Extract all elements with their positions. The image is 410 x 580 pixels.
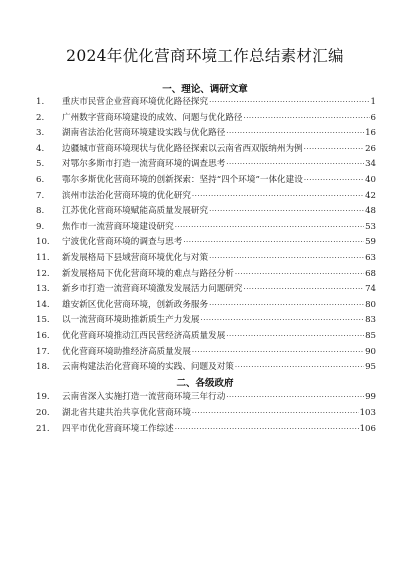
toc-dot-leader [209, 298, 364, 314]
toc-entry-page: 83 [365, 315, 376, 326]
toc-dot-leader [192, 189, 364, 205]
toc-entry-page: 95 [365, 362, 376, 373]
toc-entry-title: 云南构建法治化营商环境的实践、问题及对策 [62, 362, 234, 373]
toc-entry-title: 云南省深入实施打造一流营商环境三年行动 [62, 392, 226, 402]
toc-entry[interactable] [36, 422, 376, 438]
toc-entry-number: 16. [36, 330, 50, 341]
toc-dot-leader [201, 313, 365, 329]
toc-entry-page: 106 [359, 423, 376, 434]
toc-entry[interactable] [36, 390, 376, 406]
section-heading-theory: 一、理论、调研文章 [162, 84, 248, 95]
toc-entry-page: 63 [365, 252, 376, 263]
toc-entry[interactable] [36, 251, 376, 267]
toc-dot-leader [226, 126, 364, 142]
toc-entry[interactable] [36, 111, 376, 127]
toc-entry-number: 17. [36, 346, 50, 357]
toc-entry-number: 3. [36, 128, 45, 139]
toc-entry-title: 新发展格局下优化营商环境的难点与路径分析 [62, 268, 234, 279]
toc-entry-page: 53 [365, 221, 376, 232]
toc-list-government [36, 390, 376, 437]
toc-entry-number: 9. [36, 221, 45, 232]
toc-entry-page: 34 [365, 159, 376, 170]
toc-dot-leader [192, 406, 359, 422]
toc-entry-title: 优化营商环境推动江西民营经济高质量发展 [62, 330, 226, 341]
toc-entry-title: 新乡市打造一流营商环境激发发展活力问题研究 [62, 284, 243, 295]
toc-entry-number: 11. [36, 252, 50, 263]
toc-entry[interactable] [36, 173, 376, 189]
toc-entry-number: 13. [36, 284, 50, 295]
toc-entry-page: 85 [365, 330, 376, 341]
toc-entry-title: 湖北省共建共治共享优化营商环境 [62, 407, 191, 418]
toc-dot-leader [175, 220, 364, 236]
toc-entry-page: 42 [365, 190, 376, 201]
toc-entry-page: 26 [365, 143, 376, 154]
toc-entry-title: 焦作市一流营商环境建设研究 [62, 221, 174, 232]
toc-dot-leader [304, 173, 364, 189]
toc-entry[interactable] [36, 157, 376, 173]
toc-dot-leader [235, 360, 364, 376]
toc-entry[interactable] [36, 313, 376, 329]
toc-entry-page: 99 [365, 392, 376, 402]
toc-dot-leader [209, 95, 369, 111]
toc-entry-page: 48 [365, 206, 376, 217]
toc-dot-leader [209, 204, 364, 220]
toc-entry-title: 鄂尔多斯优化营商环境的创新探索：坚持“四个环境”一体化建设 [62, 174, 303, 185]
toc-entry[interactable] [36, 95, 376, 111]
toc-dot-leader [226, 157, 364, 173]
toc-entry-number: 1. [36, 97, 45, 107]
toc-entry-title: 新发展格局下县域营商环境优化与对策 [62, 252, 209, 263]
toc-entry-number: 2. [36, 112, 45, 123]
toc-entry-number: 14. [36, 299, 50, 310]
toc-entry[interactable] [36, 282, 376, 298]
toc-entry-page: 59 [365, 237, 376, 248]
toc-dot-leader [235, 267, 364, 283]
toc-entry-page: 90 [365, 346, 376, 357]
toc-entry-title: 对鄂尔多斯市打造一流营商环境的调查思考 [62, 159, 226, 170]
toc-dot-leader [243, 111, 369, 127]
toc-entry-number: 5. [36, 159, 45, 170]
toc-entry-title: 宁波优化营商环境的调查与思考 [62, 237, 183, 248]
toc-entry-page: 103 [359, 407, 376, 418]
toc-entry[interactable] [36, 329, 376, 345]
toc-dot-leader [226, 329, 364, 345]
toc-entry[interactable] [36, 298, 376, 314]
toc-entry[interactable] [36, 204, 376, 220]
toc-entry-title: 四平市优化营商环境工作综述 [62, 423, 174, 434]
toc-entry-page: 68 [365, 268, 376, 279]
toc-entry[interactable] [36, 220, 376, 236]
toc-entry[interactable] [36, 360, 376, 376]
toc-entry-title: 重庆市民营企业营商环境优化路径探究 [62, 97, 209, 107]
toc-entry-title: 江苏优化营商环境赋能高质量发展研究 [62, 206, 209, 217]
toc-entry[interactable] [36, 126, 376, 142]
toc-entry[interactable] [36, 142, 376, 158]
toc-entry-page: 16 [365, 128, 376, 139]
toc-entry-page: 6 [370, 112, 376, 123]
toc-dot-leader [304, 142, 364, 158]
toc-entry-number: 12. [36, 268, 50, 279]
toc-entry-number: 8. [36, 206, 45, 217]
toc-dot-leader [183, 235, 364, 251]
toc-entry-page: 1 [370, 97, 376, 107]
toc-entry-number: 19. [36, 392, 50, 402]
toc-entry-page: 80 [365, 299, 376, 310]
toc-entry-title: 雄安新区优化营商环境，创新政务服务 [62, 299, 209, 310]
toc-entry-page: 40 [365, 174, 376, 185]
section-heading-government: 二、各级政府 [176, 378, 234, 389]
toc-entry-number: 7. [36, 190, 45, 201]
toc-entry-number: 4. [36, 143, 45, 154]
toc-entry-number: 21. [36, 423, 50, 434]
toc-entry-number: 6. [36, 174, 45, 185]
toc-entry-title: 边疆城市营商环境现状与优化路径探索以云南省西双版纳州为例 [62, 143, 303, 154]
toc-entry[interactable] [36, 235, 376, 251]
toc-entry[interactable] [36, 406, 376, 422]
toc-entry-title: 优化营商环境助推经济高质量发展 [62, 346, 191, 357]
toc-list-theory [36, 95, 376, 376]
toc-dot-leader [175, 422, 359, 438]
toc-entry-title: 以一流营商环境助推新质生产力发展 [62, 315, 200, 326]
toc-entry[interactable] [36, 267, 376, 283]
toc-entry[interactable] [36, 189, 376, 205]
document-title: 2024年优化营商环境工作总结素材汇编 [66, 47, 344, 65]
toc-dot-leader [209, 251, 364, 267]
toc-dot-leader [226, 390, 364, 406]
toc-entry-number: 15. [36, 315, 50, 326]
toc-entry-page: 74 [365, 284, 376, 295]
toc-entry-number: 10. [36, 237, 50, 248]
toc-dot-leader [192, 345, 364, 361]
toc-dot-leader [243, 282, 364, 298]
toc-entry[interactable] [36, 345, 376, 361]
toc-entry-number: 20. [36, 407, 50, 418]
toc-entry-title: 滨州市法治化营商环境的优化研究 [62, 190, 191, 201]
toc-entry-title: 湖南省法治化营商环境建设实践与优化路径 [62, 128, 226, 139]
toc-entry-title: 广州数字营商环境建设的成效、问题与优化路径 [62, 112, 243, 123]
toc-entry-number: 18. [36, 362, 50, 373]
